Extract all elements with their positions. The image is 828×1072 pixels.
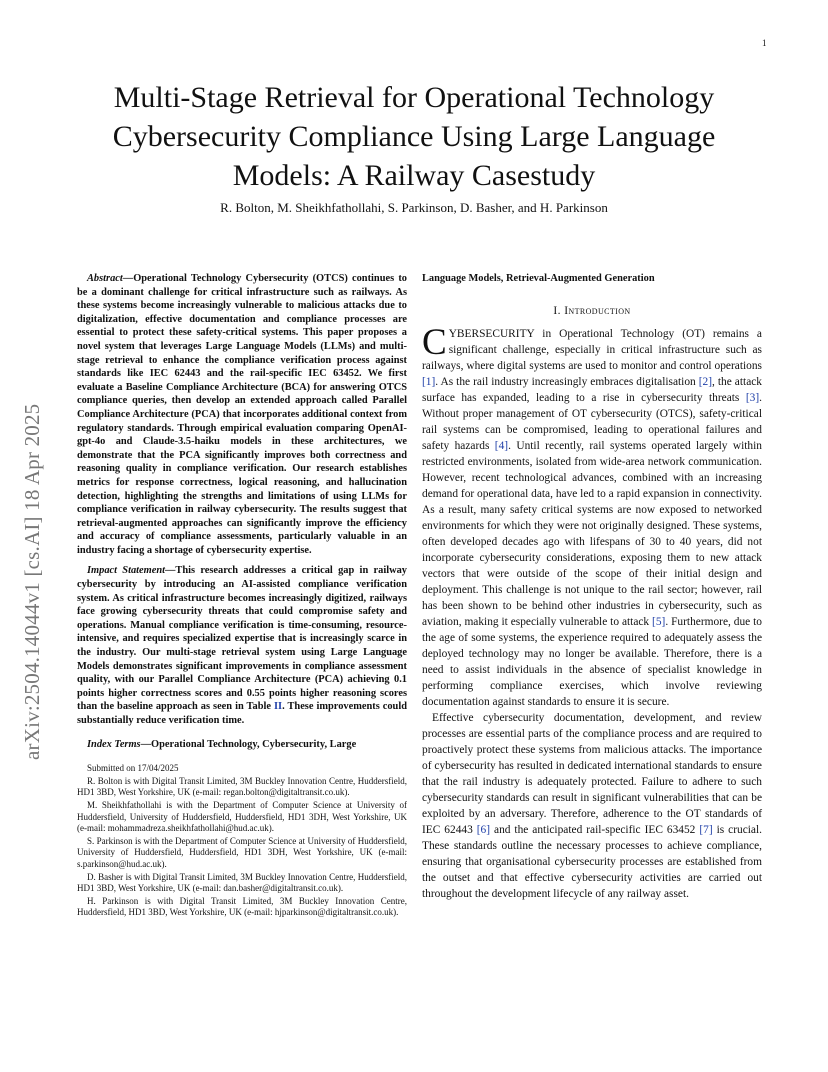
table-reference-link[interactable]: II	[273, 701, 283, 713]
arxiv-identifier: arXiv:2504.14044v1 [cs.AI] 18 Apr 2025	[20, 403, 44, 760]
impact-statement	[77, 564, 407, 727]
introduction-body	[422, 321, 762, 902]
footnote: H. Parkinson is with Digital Transit Limited, 3M Buckley Innovation Centre, Huddersfield, HD1 3BD, West Yorkshire, UK (e-mail: hjparkinson@digitaltransit.co.uk).	[77, 895, 407, 918]
section-number: I.	[553, 304, 561, 317]
index-terms-text: —Operational Technology, Cybersecurity, Large	[140, 738, 357, 750]
abstract	[77, 272, 407, 728]
index-terms-continuation: Language Models, Retrieval-Augmented Generation	[422, 273, 655, 284]
footnote: D. Basher is with Digital Transit Limited, 3M Buckley Innovation Centre, Huddersfield, HD1 3BD, West Yorkshire, UK (e-mail: dan.basher@digitaltransit.co.uk).	[77, 871, 407, 894]
author-footnotes	[77, 763, 407, 919]
footnote: S. Parkinson is with the Department of Computer Science at University of Huddersfield, University of Huddersfield, Huddersfield, HD1 3DH, West Yorkshire, UK (e-mail: s.parkinson@hud.ac.uk).	[77, 835, 407, 869]
right-column	[422, 272, 762, 902]
impact-text: —This research addresses a critical gap in railway cybersecurity by introducing an AI-assisted compliance verification system. As critical infrastructure becomes increasingly digitized, railways face growing cybersecurity threats that could compromise safety and operations. Manual compliance verification is time-consuming, resource-intensive, and requires specialized expertise that is increasingly scarce in the industry. Our multi-stage retrieval system using Large Language Models demonstrates significant improvements in compliance assessment quality, with our Parallel Compliance Architecture (PCA) achieving 0.1 points higher correctness scores and 0.55 points higher reasoning scores than the baseline approach as seen in Table	[77, 565, 407, 713]
footnote: R. Bolton is with Digital Transit Limited, 3M Buckley Innovation Centre, Huddersfield, HD1 3BD, West Yorkshire, UK (e-mail: regan.bolton@digitaltransit.co.uk).	[77, 775, 407, 798]
footnote: M. Sheikhfathollahi is with the Department of Computer Science at University of Huddersfield, University of Huddersfield, Huddersfield, HD1 3DH, West Yorkshire, UK (e-mail: mohammadreza.sheikhfathollahi@hud.ac.uk).	[77, 799, 407, 834]
text-run: YBERSECURITY in Operational Technology (OT) remains a significant challenge, especially in critical infrastructure such as railways, where digital systems are used to monitor and control operations	[422, 327, 762, 372]
text-run: . Without proper management of OT cybersecurity (OTCS), safety-critical rail systems can be compromised, leading to operational failures and safety hazards	[422, 391, 762, 452]
drop-cap: C	[422, 321, 447, 363]
impact-label: Impact Statement	[87, 565, 166, 577]
text-run: and the anticipated rail-specific IEC 63452	[490, 823, 700, 836]
text-run: . Furthermore, due to the age of some systems, the experience required to adequately assess the deployed technology may no longer be available. Therefore, there is a need to assist individuals in the absence of specialist knowledge in performing compliance exercises, which involve reviewing documentation against standards to ensure it is secure.	[422, 615, 762, 708]
text-run: . As the rail industry increasingly embraces digitalisation	[435, 375, 699, 388]
citation-link[interactable]: [2]	[698, 375, 713, 388]
citation-link[interactable]: [4]	[494, 439, 509, 452]
impact-text-end: . These improvements could substantially reduce verification time.	[77, 701, 407, 726]
abstract-text: —Operational Technology Cybersecurity (OTCS) continues to be a dominant challenge for critical infrastructure such as railways. As these systems become increasingly vulnerable to malicious attacks due to digitalization, effective documentation and compliance processes are essential to protect these safety-critical systems. This paper proposes a novel system that leverages Large Language Models (LLMs) and multi-stage retrieval to enhance the compliance verification process against standards like IEC 62443 and the rail-specific IEC 63452. We first evaluate a Baseline Compliance Architecture (BCA) for answering OTCS compliance queries, then develop an extended approach called Parallel Compliance Architecture (PCA) that incorporates additional context from regulatory standards. Through empirical evaluation comparing OpenAI-gpt-4o and Claude-3.5-haiku models in these architectures, we demonstrate that the PCA significantly improves both correctness and reasoning quality in compliance verification. Our research establishes metrics for response correctness, logical reasoning, and hallucination detection, highlighting the strengths and limitations of using LLMs for compliance verification in railway cybersecurity. The results suggest that retrieval-augmented approaches can significantly improve the efficiency and accuracy of compliance assessments, particularly valuable in an industry facing a shortage of cybersecurity expertise.	[77, 273, 407, 556]
page-number: 1	[762, 38, 767, 48]
left-column	[77, 272, 407, 920]
intro-paragraph-2	[422, 710, 762, 902]
index-terms-label: Index Terms	[87, 738, 141, 750]
abstract-label: Abstract	[87, 273, 123, 284]
paper-title: Multi-Stage Retrieval for Operational Technology Cybersecurity Compliance Using Large Language Models: A Railway Casestudy	[112, 81, 716, 192]
citation-link[interactable]: [6]	[476, 823, 491, 836]
text-run: Effective cybersecurity documentation, development, and review processes are essential parts of the compliance process and are required to proactively protect these systems from malicious attacks. The importance of cybersecurity has resulted in dedicated international standards to ensure that the rail industry is adequately protected. Failure to adhere to such cybersecurity standards can result in significant vulnerabilities that can be exploited by an adversary. Therefore, adherence to the OT standards of IEC 62443	[422, 711, 762, 836]
citation-link[interactable]: [7]	[699, 823, 713, 836]
section-title: Introduction	[564, 304, 631, 317]
text-run: . Until recently, rail systems operated largely within restricted environments, isolated from wide-area network communication. However, recent technological advances, combined with an increasing demand for operational data, have led to a rapid expansion in connectivity. As a result, many safety critical systems are now exposed to networked environments for which they were not originally designed. These systems, often developed decades ago with lifespans of 30 to 40 years, did not incorporate cybersecurity considerations, exposing them to new attack vectors that were outside of the scope of their initial design and deployment. This challenge is not unique to the rail sector; however, rail has been shown to be behind other industries in cybersecurity, such as aviation, making it especially vulnerable to attack	[422, 439, 762, 628]
citation-link[interactable]: [3]	[745, 391, 760, 404]
citation-link[interactable]: [5]	[652, 615, 666, 628]
footnote: Submitted on 17/04/2025	[87, 763, 179, 774]
index-terms	[77, 738, 407, 752]
text-run: is crucial. These standards outline the necessary processes to achieve compliance, ensuring that organisational cybersecurity processes are established from the outset and that effective cybersecurity activities are carried out throughout the development lifecycle of any railway asset.	[422, 823, 762, 900]
text-run: , the attack surface has expanded, leading to a rise in cybersecurity threats	[422, 375, 762, 404]
author-list: R. Bolton, M. Sheikhfathollahi, S. Parkinson, D. Basher, and H. Parkinson	[220, 200, 608, 215]
citation-link[interactable]: [1]	[422, 375, 436, 388]
intro-paragraph-1	[422, 321, 762, 710]
section-heading	[422, 304, 762, 319]
abstract-paragraph	[77, 272, 407, 557]
